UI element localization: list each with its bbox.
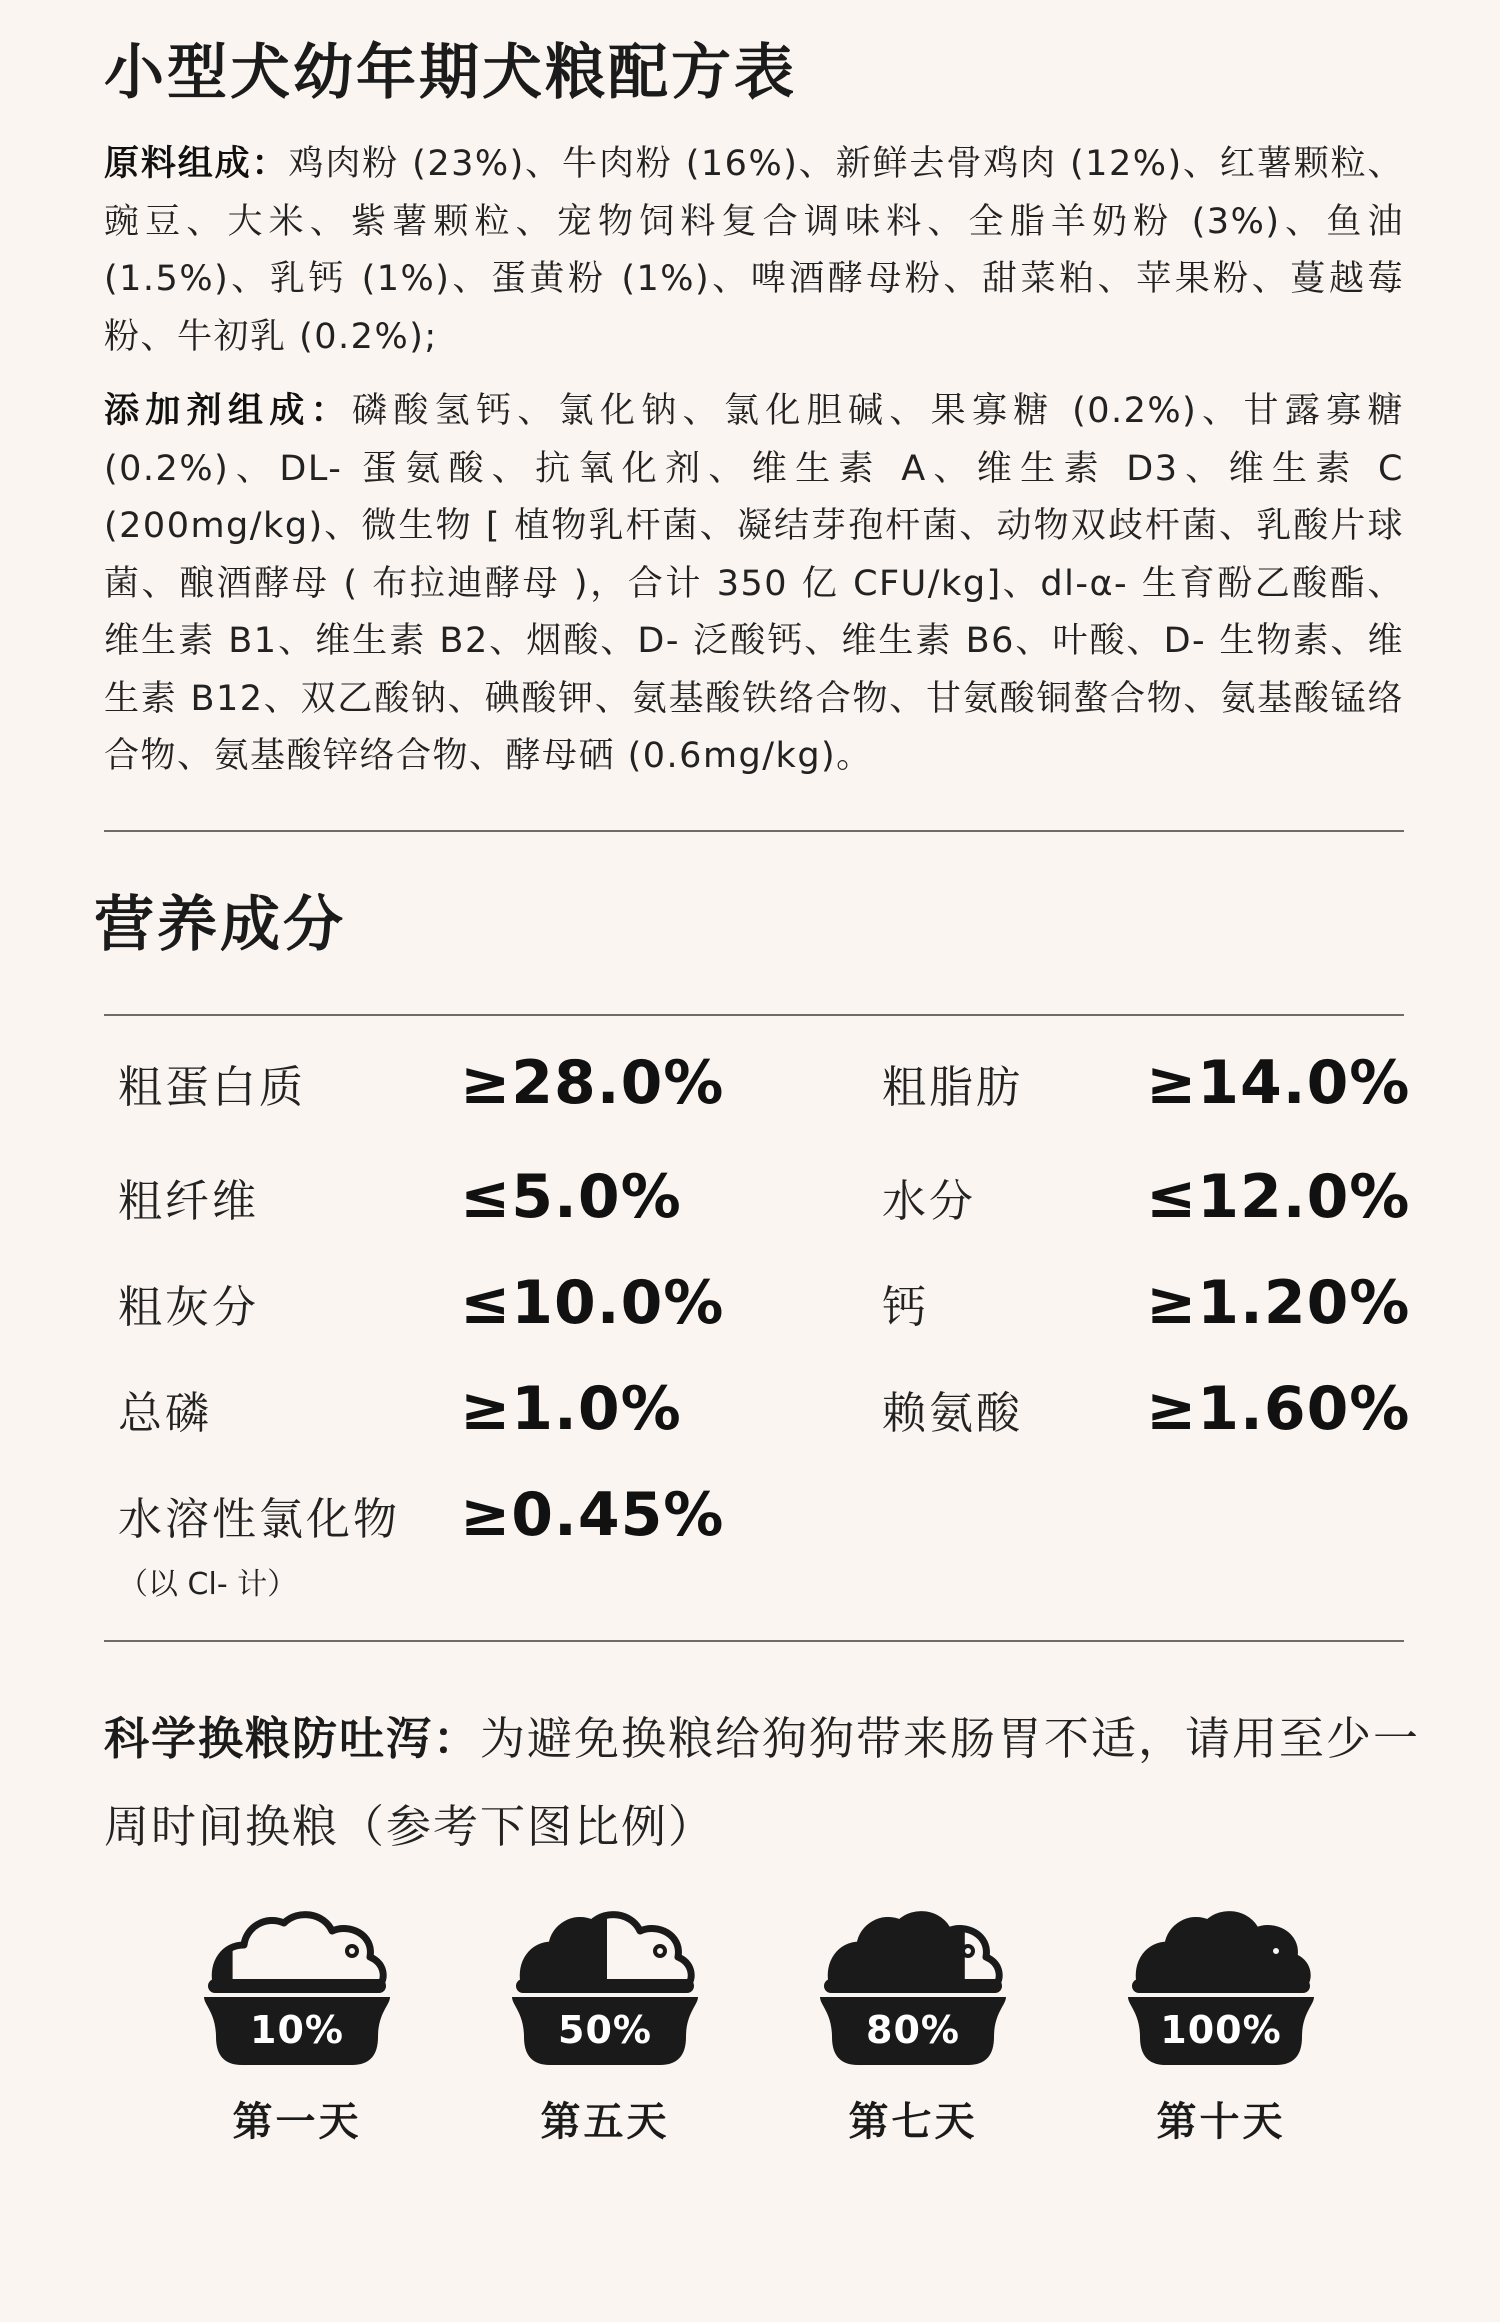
nutrient-value: ≥0.45%	[460, 1480, 725, 1550]
nutrient-value: ≤5.0%	[460, 1162, 682, 1232]
nutrient-label: 粗纤维	[118, 1176, 259, 1227]
divider	[104, 830, 1404, 832]
day-label: 第十天	[1156, 2099, 1286, 2145]
additives-paragraph	[104, 383, 1404, 786]
nutrient-label: 粗脂肪	[882, 1062, 1023, 1113]
transition-label: 科学换粮防吐泻：	[104, 1712, 481, 1765]
nutrient-value: ≥14.0%	[1146, 1048, 1411, 1118]
additives-label: 添加剂组成：	[104, 391, 352, 431]
bowl-percent: 50%	[558, 2008, 652, 2052]
bowl-percent: 10%	[250, 2008, 344, 2052]
transition-tip	[104, 1695, 1444, 1871]
day-label: 第七天	[848, 2099, 978, 2145]
nutrient-value: ≤10.0%	[460, 1268, 725, 1338]
nutrition-section-title: 营养成分	[94, 890, 346, 960]
nutrient-label: 赖氨酸	[882, 1388, 1023, 1439]
nutrient-label: 钙	[882, 1282, 929, 1333]
ingredients-text: 鸡肉粉 (23%)、牛肉粉 (16%)、新鲜去骨鸡肉 (12%)、红薯颗粒、豌豆、大米、紫薯颗粒、宠物饲料复合调味料、全脂羊奶粉 (3%)、鱼油 (1.5%)、乳钙 (1%)、蛋黄粉 (1%)、啤酒酵母粉、甜菜粕、苹果粉、蔓越莓粉、牛初乳 (0.2%);	[104, 144, 1404, 357]
food-bowl-icon	[1126, 1905, 1316, 2075]
day-label: 第一天	[232, 2099, 362, 2145]
nutrient-value: ≥1.60%	[1146, 1374, 1411, 1444]
nutrient-label: 粗灰分	[118, 1282, 259, 1333]
food-bowl-icon	[202, 1905, 392, 2075]
day-label: 第五天	[540, 2099, 670, 2145]
divider	[104, 1014, 1404, 1016]
nutrient-value: ≥1.20%	[1146, 1268, 1411, 1338]
nutrient-value: ≥28.0%	[460, 1048, 725, 1118]
nutrient-note: （以 Cl- 计）	[118, 1567, 298, 1602]
food-bowl-icon	[510, 1905, 700, 2075]
ingredients-paragraph	[104, 136, 1404, 366]
nutrient-value: ≥1.0%	[460, 1374, 682, 1444]
additives-text: 磷酸氢钙、氯化钠、氯化胆碱、果寡糖 (0.2%)、甘露寡糖 (0.2%)、DL- 蛋氨酸、抗氧化剂、维生素 A、维生素 D3、维生素 C (200mg/kg)、微生物 [ 植物乳杆菌、凝结芽孢杆菌、动物双歧杆菌、乳酸片球菌、酿酒酵母 ( 布拉迪酵母 )，合计 350 亿 CFU/kg]、dl-α- 生育酚乙酸酯、维生素 B1、维生素 B2、烟酸、D- 泛酸钙、维生素 B6、叶酸、D- 生物素、维生素 B12、双乙酸钠、碘酸钾、氨基酸铁络合物、甘氨酸铜螯合物、氨基酸锰络合物、氨基酸锌络合物、酵母硒 (0.6mg/kg)。	[104, 391, 1404, 776]
transition-text: 为避免换粮给狗狗带来肠胃不适，请用至少一周时间换粮（参考下图比例）	[104, 1712, 1421, 1853]
nutrient-value: ≤12.0%	[1146, 1162, 1411, 1232]
bowl-percent: 100%	[1160, 2008, 1282, 2052]
nutrient-label: 水溶性氯化物	[118, 1494, 400, 1545]
ingredients-label: 原料组成：	[104, 144, 289, 184]
nutrient-label: 水分	[882, 1176, 976, 1227]
nutrient-label: 总磷	[118, 1388, 212, 1439]
divider	[104, 1640, 1404, 1642]
bowl-percent: 80%	[866, 2008, 960, 2052]
page-title: 小型犬幼年期犬粮配方表	[104, 38, 797, 108]
nutrient-label: 粗蛋白质	[118, 1062, 306, 1113]
food-bowl-icon	[818, 1905, 1008, 2075]
